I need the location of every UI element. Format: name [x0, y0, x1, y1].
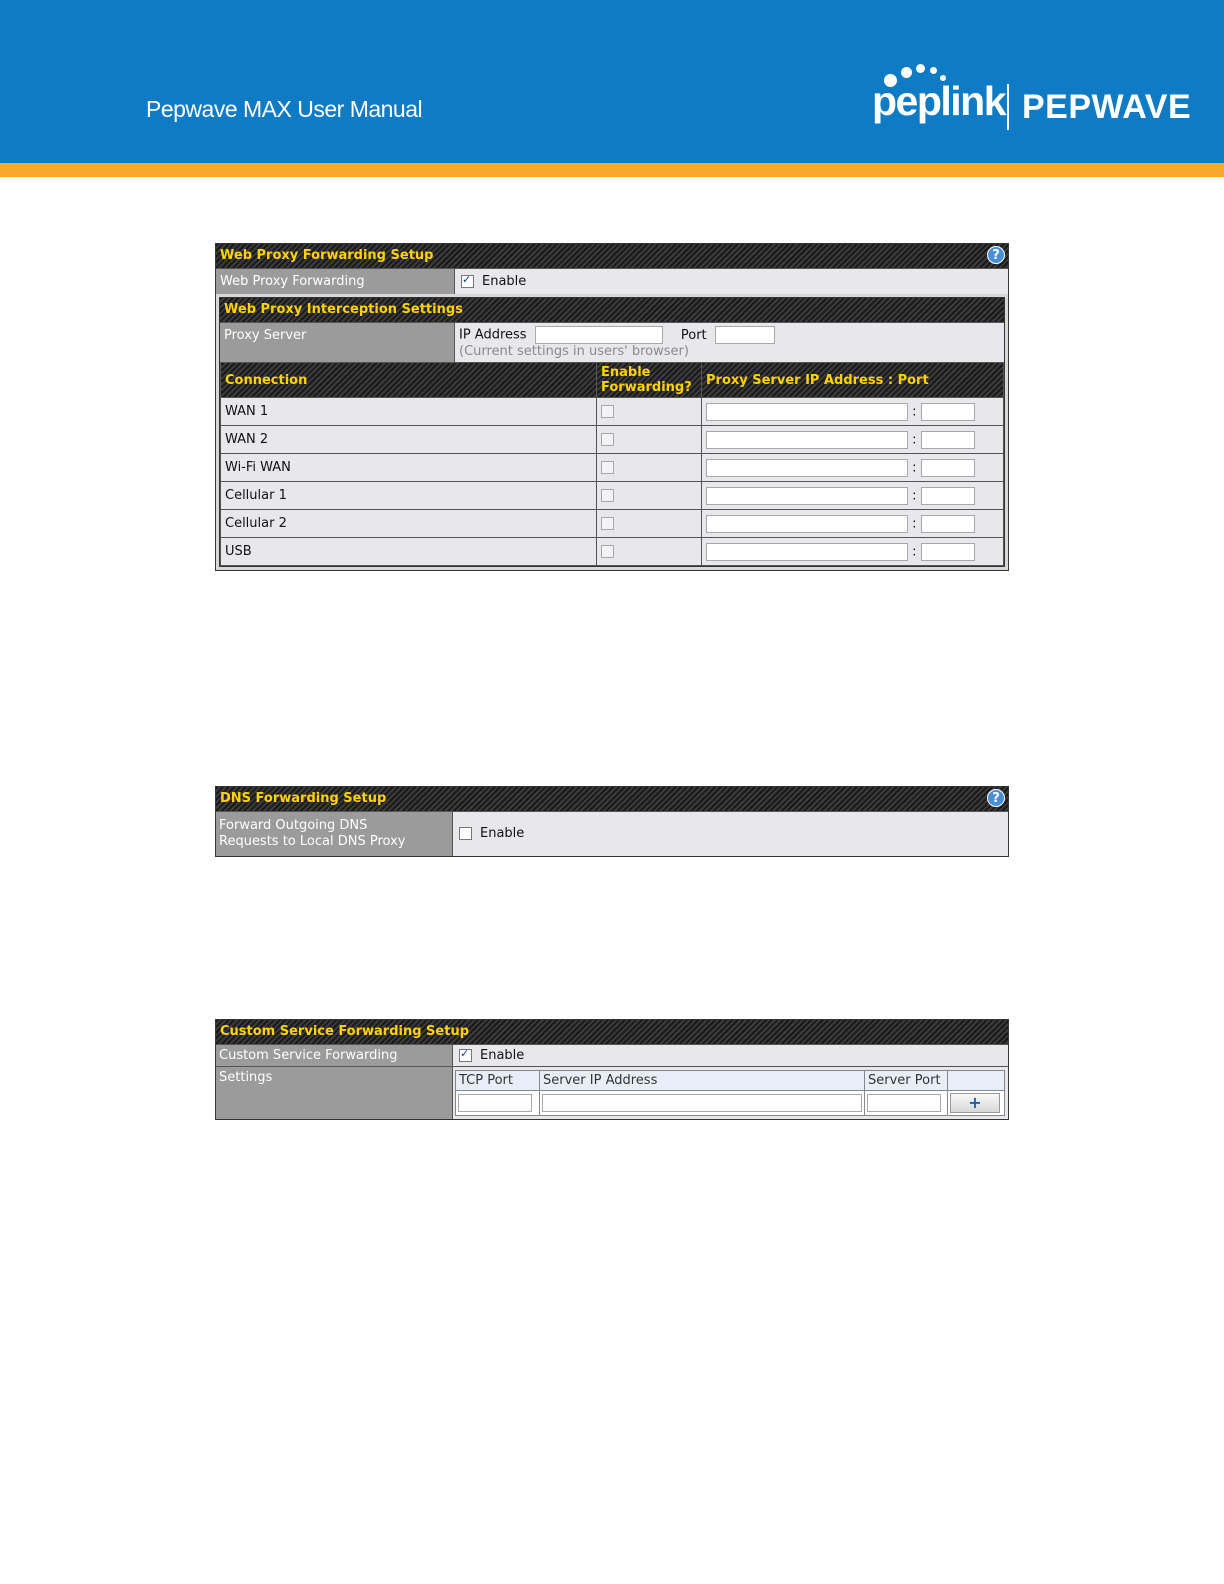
web-proxy-forwarding-label: Web Proxy Forwarding: [216, 269, 454, 294]
port-label: Port: [680, 327, 707, 343]
dns-forward-label-line2: Requests to Local DNS Proxy: [219, 834, 406, 849]
connection-name: WAN 1: [221, 398, 597, 426]
custom-service-enable-checkbox[interactable]: [459, 1049, 472, 1062]
custom-service-table: [455, 1070, 1005, 1116]
enable-forwarding-checkbox[interactable]: [601, 405, 614, 418]
dns-title: DNS Forwarding Setup: [220, 791, 387, 806]
settings-row: [216, 1066, 1008, 1119]
proxy-port-input[interactable]: [715, 326, 775, 344]
web-proxy-enable-checkbox[interactable]: [461, 275, 474, 288]
dns-forward-label: [216, 812, 452, 856]
help-icon[interactable]: ?: [987, 246, 1005, 264]
web-proxy-title: Web Proxy Forwarding Setup: [220, 248, 434, 263]
proxy-ip-field[interactable]: [706, 487, 908, 505]
web-proxy-header: [216, 244, 1008, 268]
web-proxy-forwarding-value: [454, 269, 1008, 294]
ip-address-label: IP Address: [459, 327, 527, 343]
add-rule-button[interactable]: +: [950, 1093, 1000, 1113]
dns-forward-row: [216, 811, 1008, 856]
server-port-column-header: Server Port: [865, 1071, 948, 1091]
connection-row: [221, 482, 1004, 510]
dns-header: [216, 787, 1008, 811]
proxy-ip-field[interactable]: [706, 403, 908, 421]
browser-settings-hint: (Current settings in users' browser): [459, 344, 689, 359]
enable-forwarding-column-header: Enable Forwarding?: [597, 363, 702, 398]
custom-service-panel: [215, 1019, 1009, 1120]
connection-name: WAN 2: [221, 426, 597, 454]
proxy-server-label: Proxy Server: [220, 323, 454, 362]
proxy-port-field[interactable]: [921, 487, 975, 505]
interception-title: Web Proxy Interception Settings: [224, 302, 463, 317]
proxy-ip-input[interactable]: [535, 326, 663, 344]
proxy-server-row: [220, 322, 1004, 362]
connection-table: [220, 362, 1004, 566]
custom-service-forwarding-label: Custom Service Forwarding: [216, 1045, 452, 1066]
connection-name: Cellular 1: [221, 482, 597, 510]
server-ip-input[interactable]: [542, 1094, 862, 1112]
web-proxy-enable-label: Enable: [482, 274, 527, 289]
logo-peplink: peplink: [872, 78, 1006, 124]
proxy-port-field[interactable]: [921, 515, 975, 533]
custom-service-enable-label: Enable: [480, 1048, 525, 1063]
proxy-ip-field[interactable]: [706, 459, 908, 477]
connection-name: Wi-Fi WAN: [221, 454, 597, 482]
connection-row: [221, 510, 1004, 538]
help-icon[interactable]: ?: [987, 789, 1005, 807]
proxy-ip-port-column-header: Proxy Server IP Address : Port: [702, 363, 1004, 398]
ip-port-separator: :: [912, 432, 917, 447]
dns-panel: [215, 786, 1009, 857]
logo-divider: [1007, 84, 1009, 130]
manual-title: Pepwave MAX User Manual: [146, 96, 423, 122]
enable-forwarding-checkbox[interactable]: [601, 545, 614, 558]
header-stripe: [0, 163, 1224, 177]
dns-enable-checkbox[interactable]: [459, 827, 472, 840]
proxy-ip-field[interactable]: [706, 543, 908, 561]
settings-value: [452, 1067, 1008, 1119]
logo-pepwave: PEPWAVE: [1022, 88, 1192, 126]
proxy-ip-field[interactable]: [706, 515, 908, 533]
ip-port-separator: :: [912, 488, 917, 503]
action-column-header: [948, 1071, 1005, 1091]
connection-column-header: Connection: [221, 363, 597, 398]
server-port-input[interactable]: [867, 1094, 941, 1112]
ip-port-separator: :: [912, 516, 917, 531]
ip-port-separator: :: [912, 404, 917, 419]
peplink-pepwave-logo: [872, 64, 1192, 134]
tcp-port-input[interactable]: [458, 1094, 532, 1112]
enable-forwarding-checkbox[interactable]: [601, 461, 614, 474]
connection-row: [221, 538, 1004, 566]
tcp-port-column-header: TCP Port: [456, 1071, 540, 1091]
proxy-port-field[interactable]: [921, 403, 975, 421]
custom-service-header: [216, 1020, 1008, 1044]
connection-row: [221, 426, 1004, 454]
interception-panel: [219, 297, 1005, 567]
dns-enable-label: Enable: [480, 826, 525, 841]
dns-forward-label-line1: Forward Outgoing DNS: [219, 818, 368, 833]
interception-header: [220, 298, 1004, 322]
enable-forwarding-checkbox[interactable]: [601, 517, 614, 530]
custom-service-title: Custom Service Forwarding Setup: [220, 1024, 470, 1039]
connection-row: [221, 454, 1004, 482]
ip-port-separator: :: [912, 544, 917, 559]
connection-name: USB: [221, 538, 597, 566]
custom-service-forwarding-row: [216, 1044, 1008, 1066]
ip-port-separator: :: [912, 460, 917, 475]
proxy-port-field[interactable]: [921, 431, 975, 449]
proxy-port-field[interactable]: [921, 459, 975, 477]
dns-forward-value: [452, 812, 1008, 856]
connection-name: Cellular 2: [221, 510, 597, 538]
web-proxy-panel: [215, 243, 1009, 571]
settings-label: Settings: [216, 1067, 452, 1119]
enable-forwarding-checkbox[interactable]: [601, 489, 614, 502]
custom-service-forwarding-value: [452, 1045, 1008, 1066]
proxy-port-field[interactable]: [921, 543, 975, 561]
web-proxy-forwarding-row: [216, 268, 1008, 294]
enable-forwarding-checkbox[interactable]: [601, 433, 614, 446]
connection-row: [221, 398, 1004, 426]
server-ip-column-header: Server IP Address: [540, 1071, 865, 1091]
proxy-ip-field[interactable]: [706, 431, 908, 449]
proxy-server-value: [454, 323, 1004, 362]
